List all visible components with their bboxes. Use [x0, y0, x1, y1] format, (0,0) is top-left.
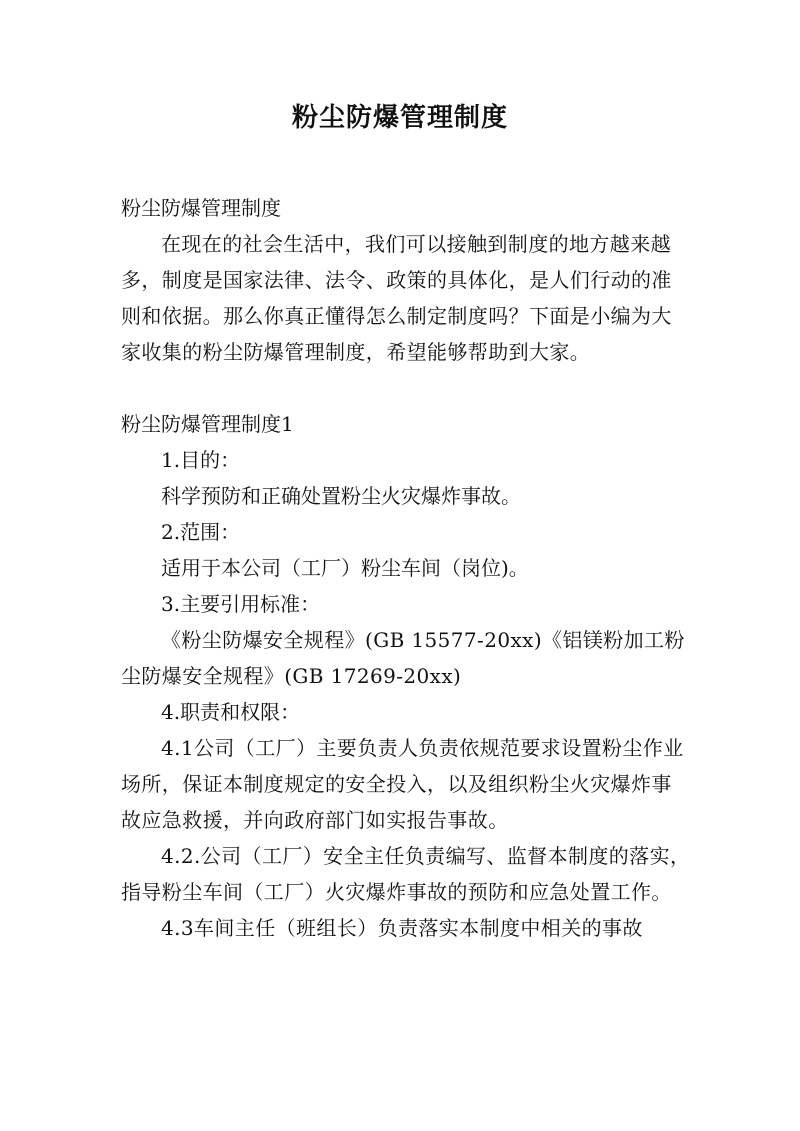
duty-4-1: 4.1公司（工厂）主要负责人负责依规范要求设置粉尘作业场所，保证本制度规定的安全投入，以及组织粉尘火灾爆炸事故应急救援，并向政府部门如实报告事故。	[121, 736, 684, 832]
document-body	[121, 190, 691, 946]
scope-label: 2.范围：	[161, 520, 241, 544]
duty-4-3: 4.3车间主任（班组长）负责落实本制度中相关的事故	[161, 916, 643, 940]
standards-label: 3.主要引用标准：	[161, 592, 321, 616]
paragraph-gap	[121, 370, 691, 406]
purpose-label: 1.目的：	[161, 448, 241, 472]
standards-text: 《粉尘防爆安全规程》(GB 15577-20xx)《铝镁粉加工粉尘防爆安全规程》(GB 17269-20xx)	[121, 628, 685, 688]
duties-label: 4.职责和权限：	[161, 700, 301, 724]
intro-heading: 粉尘防爆管理制度	[121, 196, 281, 220]
section-heading: 粉尘防爆管理制度1	[121, 412, 294, 436]
document-title: 粉尘防爆管理制度	[291, 103, 508, 133]
purpose-text: 科学预防和正确处置粉尘火灾爆炸事故。	[161, 484, 521, 508]
duty-4-2: 4.2.公司（工厂）安全主任负责编写、监督本制度的落实，指导粉尘车间（工厂）火灾爆炸事故的预防和应急处置工作。	[121, 844, 691, 904]
scope-text: 适用于本公司（工厂）粉尘车间（岗位)。	[161, 556, 529, 580]
intro-paragraph: 在现在的社会生活中，我们可以接触到制度的地方越来越多，制度是国家法律、法令、政策的具体化，是人们行动的准则和依据。那么你真正懂得怎么制定制度吗？下面是小编为大家收集的粉尘防爆管理制度，希望能够帮助到大家。	[121, 232, 672, 364]
